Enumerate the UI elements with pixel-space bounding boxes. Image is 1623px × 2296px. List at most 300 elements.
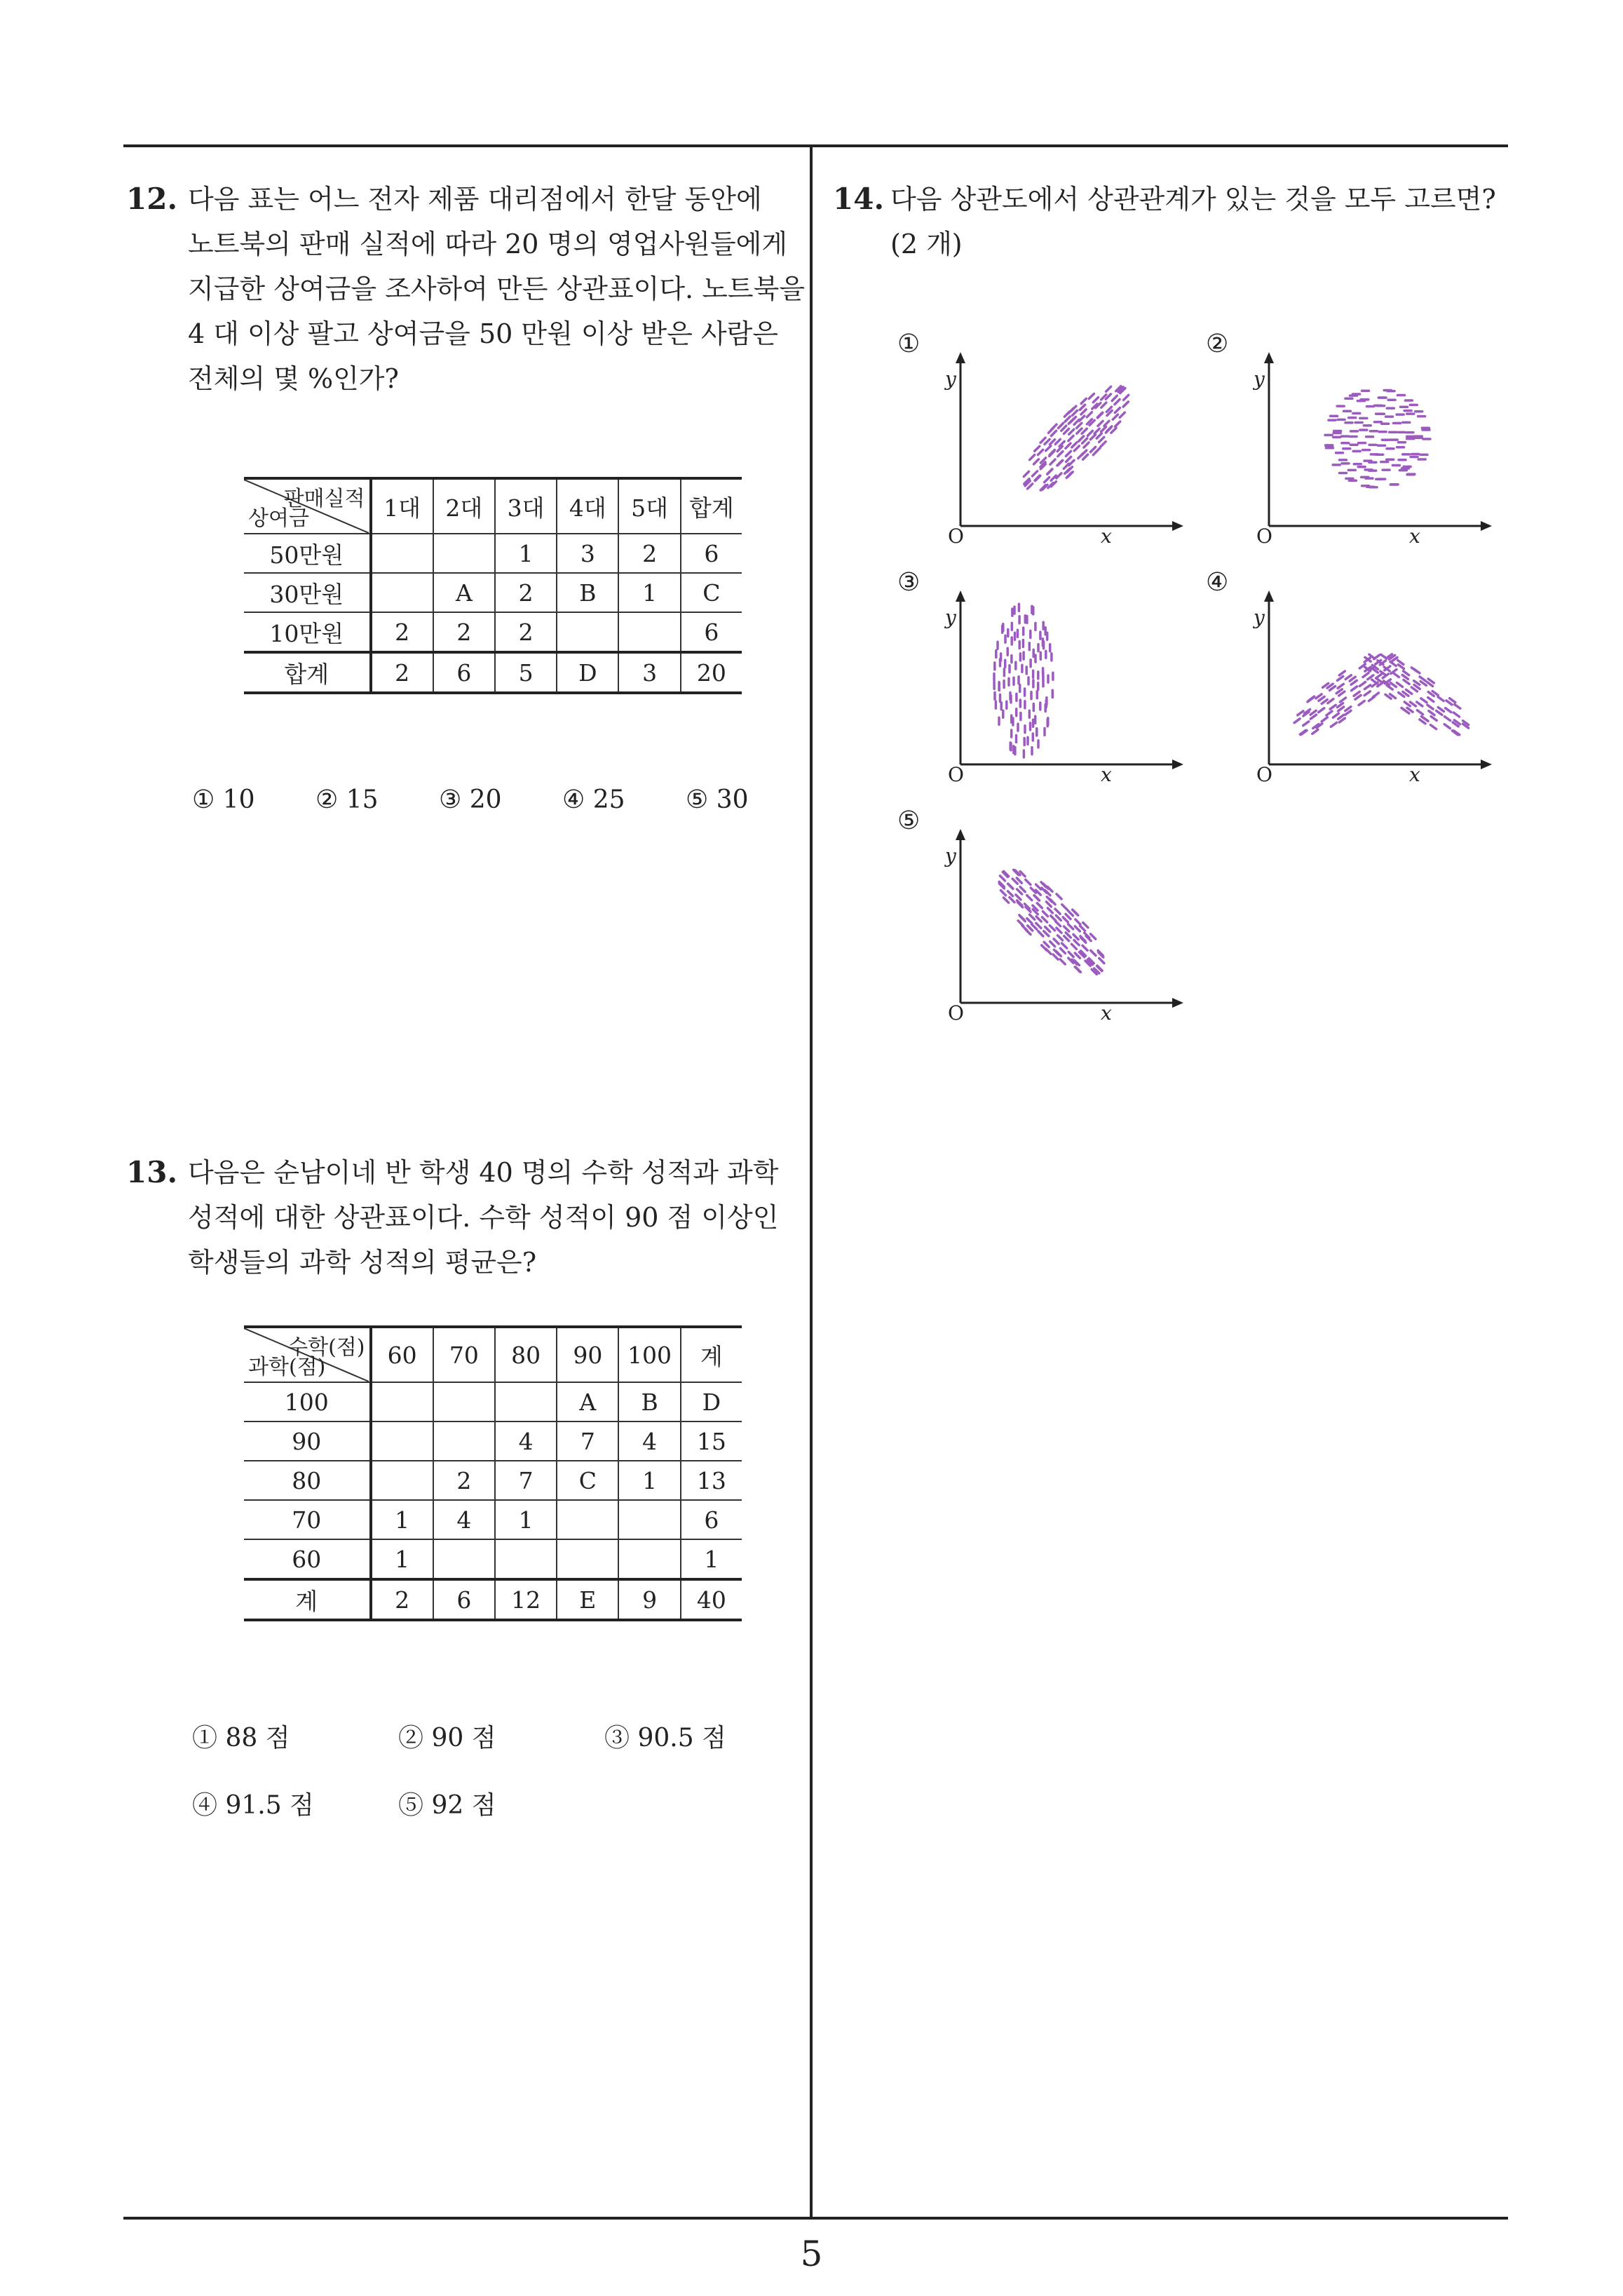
scatter-point bbox=[1101, 442, 1106, 447]
scatter-point bbox=[1069, 429, 1074, 434]
question-text-line: 다음 표는 어느 전자 제품 대리점에서 한달 동안에 bbox=[188, 184, 762, 215]
scatter-point bbox=[1326, 711, 1332, 715]
scatter-point bbox=[1065, 468, 1070, 473]
scatter-point bbox=[1038, 450, 1043, 454]
column-header: 70 bbox=[433, 1327, 495, 1382]
scatter-point bbox=[1068, 911, 1073, 916]
x-axis-label: x bbox=[1409, 763, 1420, 786]
scatter-point bbox=[1099, 958, 1104, 963]
scatter-point bbox=[1404, 680, 1409, 684]
table-row bbox=[244, 1539, 742, 1579]
y-axis-label: y bbox=[1254, 606, 1265, 629]
scatter-point bbox=[1087, 431, 1092, 435]
plot-label: ③ bbox=[897, 568, 921, 597]
scatter-point bbox=[1124, 395, 1129, 400]
question-text-line: (2 개) bbox=[890, 229, 963, 259]
table-cell bbox=[618, 612, 680, 652]
origin-label: O bbox=[948, 525, 964, 548]
table-cell: 2 bbox=[618, 534, 680, 573]
scatter-point bbox=[1044, 931, 1049, 936]
y-axis-arrow bbox=[1264, 352, 1274, 363]
scatter-point bbox=[1034, 459, 1039, 464]
table-cell bbox=[433, 1539, 495, 1579]
scatter-point bbox=[1091, 934, 1096, 939]
scatter-point bbox=[1061, 426, 1066, 431]
y-axis-label: y bbox=[945, 844, 956, 867]
question-text-line: 성적에 대한 상관표이다. 수학 성적이 90 점 이상인 bbox=[188, 1202, 779, 1233]
scatter-point bbox=[1390, 683, 1396, 687]
y-axis-arrow bbox=[956, 352, 965, 363]
table-cell: 1 bbox=[681, 1539, 742, 1579]
scatter-point bbox=[1044, 942, 1049, 947]
scatter-point bbox=[1113, 414, 1118, 419]
scatter-point bbox=[1057, 894, 1061, 899]
table-cell bbox=[371, 573, 433, 612]
scatter-point bbox=[1402, 675, 1408, 679]
scatter-point bbox=[1328, 699, 1333, 703]
scatter-point bbox=[1112, 396, 1117, 400]
scatter-point bbox=[1330, 705, 1336, 709]
scatter-point bbox=[1050, 440, 1054, 445]
scatter-point bbox=[1073, 410, 1078, 415]
scatter-point bbox=[1020, 887, 1025, 892]
scatter-point bbox=[1075, 919, 1080, 924]
table-cell bbox=[371, 1382, 433, 1422]
scatter-point bbox=[1428, 698, 1434, 702]
table-cell bbox=[618, 1539, 680, 1579]
scatter-point bbox=[1035, 446, 1040, 451]
scatter-point bbox=[1045, 439, 1050, 444]
column-header: 1대 bbox=[371, 478, 433, 534]
scatter-point bbox=[1008, 891, 1013, 896]
y-axis-label: y bbox=[1254, 367, 1265, 391]
scatter-point bbox=[1452, 731, 1458, 735]
correlation-table-12 bbox=[244, 477, 742, 694]
scatter-point bbox=[1038, 931, 1043, 936]
scatter-point bbox=[1345, 675, 1351, 680]
scatter-point bbox=[1046, 902, 1051, 907]
scatter-point bbox=[1351, 680, 1357, 684]
column-divider bbox=[810, 144, 813, 2220]
scatter-point bbox=[1080, 416, 1085, 421]
table-row bbox=[244, 573, 742, 612]
scatter-point bbox=[1045, 478, 1050, 482]
table-cell: 6 bbox=[681, 612, 742, 652]
scatter-point bbox=[1352, 687, 1357, 691]
scatter-axes bbox=[946, 351, 1185, 554]
scatter-point bbox=[1338, 684, 1343, 688]
scatter-point bbox=[1051, 916, 1056, 921]
table-cell: 2 bbox=[371, 612, 433, 652]
answer-choice[interactable]: ③ 20 bbox=[439, 785, 502, 814]
scatter-point bbox=[1073, 935, 1078, 940]
scatter-point bbox=[1035, 476, 1040, 481]
table-cell bbox=[433, 534, 495, 573]
table-cell: 7 bbox=[495, 1461, 557, 1500]
scatter-point bbox=[1050, 942, 1055, 947]
scatter-point bbox=[1054, 939, 1059, 944]
y-axis-arrow bbox=[956, 590, 965, 602]
scatter-point bbox=[1098, 421, 1103, 426]
table-corner-cell bbox=[244, 478, 371, 534]
question-text-line: 지급한 상여금을 조사하여 만든 상관표이다. 노트북을 bbox=[188, 274, 806, 304]
scatter-point bbox=[1091, 447, 1096, 452]
table-cell: 1 bbox=[371, 1539, 433, 1579]
scatter-point bbox=[1032, 924, 1037, 929]
scatter-point bbox=[1365, 685, 1371, 689]
table-cell: 4 bbox=[495, 1422, 557, 1461]
scatter-point bbox=[1056, 921, 1061, 926]
scatter-point bbox=[1030, 914, 1035, 919]
scatter-point bbox=[1115, 400, 1120, 405]
scatter-point bbox=[1083, 923, 1088, 928]
scatter-point bbox=[1294, 719, 1300, 723]
table-cell: A bbox=[557, 1382, 618, 1422]
table-total-row bbox=[244, 652, 742, 693]
scatter-point bbox=[1064, 936, 1069, 941]
scatter-point bbox=[1077, 423, 1082, 428]
x-axis-label: x bbox=[1409, 525, 1420, 548]
scatter-point bbox=[1069, 460, 1074, 465]
scatter-point bbox=[1077, 428, 1082, 433]
scatter-point bbox=[1115, 408, 1120, 413]
table-cell: 20 bbox=[681, 652, 742, 693]
column-header: 계 bbox=[681, 1327, 742, 1382]
scatter-point bbox=[1081, 398, 1086, 403]
table-cell bbox=[433, 1382, 495, 1422]
answer-choice[interactable]: ② 90 점 bbox=[398, 1724, 496, 1753]
scatter-point bbox=[1043, 912, 1048, 917]
table-cell: 40 bbox=[681, 1579, 742, 1620]
scatter-axes bbox=[1255, 351, 1493, 554]
scatter-point bbox=[1024, 471, 1028, 476]
origin-label: O bbox=[948, 763, 964, 786]
scatter-point bbox=[1431, 725, 1437, 729]
table-row bbox=[244, 1500, 742, 1539]
scatter-point bbox=[1090, 435, 1095, 440]
table-row bbox=[244, 1422, 742, 1461]
scatter-point bbox=[1406, 689, 1412, 694]
table-row bbox=[244, 1461, 742, 1500]
x-axis-arrow bbox=[1172, 998, 1183, 1008]
scatter-point bbox=[1035, 896, 1040, 900]
scatter-point bbox=[1390, 662, 1396, 666]
row-label: 100 bbox=[244, 1382, 371, 1422]
scatter-point bbox=[1059, 423, 1064, 428]
top-rule bbox=[123, 144, 1508, 147]
x-axis-label: x bbox=[1101, 763, 1112, 786]
scatter-point bbox=[1055, 439, 1060, 444]
scatter-point bbox=[1026, 879, 1031, 884]
scatter-point bbox=[1068, 952, 1073, 957]
scatter-point bbox=[1300, 730, 1305, 734]
row-label: 80 bbox=[244, 1461, 371, 1500]
scatter-point bbox=[1404, 671, 1409, 675]
scatter-point bbox=[1043, 884, 1048, 889]
x-axis-arrow bbox=[1172, 759, 1183, 769]
scatter-point bbox=[1058, 452, 1063, 457]
answer-choice[interactable]: ④ 25 bbox=[562, 785, 625, 814]
scatter-point bbox=[1045, 927, 1050, 932]
scatter-point bbox=[1372, 680, 1378, 684]
scatter-point bbox=[1101, 403, 1106, 407]
table-cell: D bbox=[557, 652, 618, 693]
column-axis-label: 수학(점) bbox=[287, 1335, 365, 1360]
scatter-point bbox=[1078, 453, 1083, 458]
question-text-line: 전체의 몇 %인가? bbox=[188, 363, 399, 394]
scatter-point bbox=[1082, 438, 1087, 443]
row-axis-label: 상여금 bbox=[248, 506, 309, 531]
table-cell: 1 bbox=[495, 534, 557, 573]
table-cell: 2 bbox=[433, 1461, 495, 1500]
scatter-point bbox=[1068, 924, 1073, 929]
scatter-point bbox=[1003, 872, 1007, 877]
scatter-point bbox=[1060, 948, 1065, 953]
correlation-table-13 bbox=[244, 1325, 742, 1621]
scatter-point bbox=[1051, 431, 1056, 435]
scatter-point bbox=[1018, 921, 1023, 926]
scatter-point bbox=[1000, 876, 1005, 881]
scatter-point bbox=[1060, 959, 1065, 964]
table-cell: 9 bbox=[618, 1579, 680, 1620]
scatter-point bbox=[1026, 930, 1031, 935]
scatter-point bbox=[1093, 450, 1098, 455]
y-axis-arrow bbox=[1264, 590, 1274, 602]
column-header: 100 bbox=[618, 1327, 680, 1382]
table-cell bbox=[557, 612, 618, 652]
scatter-point bbox=[1091, 950, 1096, 955]
table-cell: B bbox=[618, 1382, 680, 1422]
table-cell: 1 bbox=[618, 1461, 680, 1500]
scatter-point bbox=[1427, 705, 1433, 709]
scatter-point bbox=[1322, 700, 1327, 704]
answer-choice[interactable]: ⑤ 92 점 bbox=[398, 1791, 496, 1820]
question-14 bbox=[833, 177, 1506, 266]
scatter-point bbox=[1099, 437, 1104, 442]
table-cell: 7 bbox=[557, 1422, 618, 1461]
scatter-point bbox=[1072, 443, 1077, 447]
origin-label: O bbox=[948, 1001, 964, 1025]
scatter-point bbox=[1027, 896, 1032, 900]
scatter-point bbox=[1319, 708, 1324, 713]
scatter-point bbox=[1298, 711, 1303, 715]
column-header: 80 bbox=[495, 1327, 557, 1382]
table-total-row bbox=[244, 1579, 742, 1620]
scatter-axes bbox=[946, 828, 1185, 1031]
scatter-point bbox=[1397, 683, 1403, 687]
table-cell: 2 bbox=[495, 573, 557, 612]
scatter-point bbox=[1322, 717, 1327, 722]
table-cell bbox=[557, 1500, 618, 1539]
scatter-point bbox=[1429, 711, 1434, 715]
scatter-point bbox=[1071, 944, 1076, 949]
table-corner-cell bbox=[244, 1327, 371, 1382]
table-cell: 4 bbox=[618, 1422, 680, 1461]
table-cell: C bbox=[557, 1461, 618, 1500]
answer-choice[interactable]: ⑤ 30 bbox=[686, 785, 749, 814]
x-axis-arrow bbox=[1481, 759, 1492, 769]
scatter-point bbox=[1074, 446, 1079, 451]
scatter-point bbox=[1101, 427, 1106, 432]
scatter-point bbox=[1074, 940, 1079, 945]
scatter-point bbox=[1417, 710, 1422, 715]
table-cell: 6 bbox=[681, 534, 742, 573]
scatter-point bbox=[1008, 884, 1013, 889]
table-cell: 1 bbox=[618, 573, 680, 612]
answer-choice[interactable]: ④ 91.5 점 bbox=[192, 1791, 314, 1820]
scatter-point bbox=[1445, 717, 1451, 721]
scatter-point bbox=[1453, 713, 1459, 717]
scatter-point bbox=[1066, 451, 1071, 456]
scatter-point bbox=[1455, 704, 1460, 708]
row-axis-label: 과학(점) bbox=[248, 1355, 326, 1379]
question-text-line: 학생들의 과학 성적의 평균은? bbox=[188, 1247, 537, 1278]
table-cell: B bbox=[557, 573, 618, 612]
scatter-point bbox=[1444, 724, 1450, 729]
scatter-point bbox=[1053, 954, 1058, 959]
scatter-point bbox=[1446, 701, 1452, 705]
table-cell: D bbox=[681, 1382, 742, 1422]
scatter-point bbox=[1333, 713, 1338, 717]
column-header: 5대 bbox=[618, 478, 680, 534]
plot-label: ④ bbox=[1206, 568, 1229, 597]
scatter-point bbox=[1073, 910, 1078, 914]
scatter-point bbox=[1040, 438, 1045, 443]
row-label: 50만원 bbox=[244, 534, 371, 573]
table-cell bbox=[495, 1382, 557, 1422]
scatter-point bbox=[1339, 671, 1345, 675]
scatter-point bbox=[1093, 398, 1098, 403]
scatter-point bbox=[1036, 884, 1041, 889]
scatter-point bbox=[1111, 428, 1116, 433]
scatter-point bbox=[1363, 673, 1369, 677]
table-cell: 2 bbox=[495, 612, 557, 652]
table-cell: 6 bbox=[433, 1579, 495, 1620]
bottom-rule bbox=[123, 2217, 1508, 2220]
row-label: 합계 bbox=[244, 652, 371, 693]
column-header: 90 bbox=[557, 1327, 618, 1382]
scatter-point bbox=[1331, 722, 1336, 727]
row-label: 10만원 bbox=[244, 612, 371, 652]
origin-label: O bbox=[1256, 525, 1272, 548]
answer-choice[interactable]: ① 10 bbox=[192, 785, 255, 814]
table-cell bbox=[495, 1539, 557, 1579]
answer-choice[interactable]: ③ 90.5 점 bbox=[604, 1724, 726, 1753]
question-13 bbox=[126, 1150, 799, 1285]
column-header: 60 bbox=[371, 1327, 433, 1382]
scatter-point bbox=[1319, 696, 1324, 701]
x-axis-label: x bbox=[1101, 525, 1112, 548]
scatter-point bbox=[1049, 428, 1054, 433]
scatter-point bbox=[1065, 417, 1070, 421]
table-cell bbox=[618, 1500, 680, 1539]
scatter-point bbox=[1062, 943, 1067, 948]
scatter-point bbox=[1047, 908, 1052, 913]
scatter-point bbox=[1393, 673, 1399, 677]
scatter-point bbox=[1079, 436, 1084, 441]
scatter-point bbox=[1036, 923, 1041, 928]
scatter-point bbox=[1068, 436, 1073, 441]
table-row bbox=[244, 612, 742, 652]
scatter-point bbox=[1027, 919, 1032, 924]
x-axis-arrow bbox=[1481, 521, 1492, 531]
scatter-point bbox=[1446, 708, 1451, 713]
scatter-point bbox=[1051, 475, 1056, 480]
scatter-point bbox=[1055, 909, 1060, 914]
scatter-point bbox=[1086, 936, 1091, 941]
answer-choice[interactable]: ① 88 점 bbox=[192, 1724, 290, 1753]
scatter-axes bbox=[1255, 589, 1493, 792]
question-number: 12. bbox=[126, 182, 178, 216]
scatter-point bbox=[1028, 484, 1033, 489]
table-cell: 2 bbox=[371, 652, 433, 693]
scatter-point bbox=[1040, 485, 1045, 490]
table-cell: 4 bbox=[433, 1500, 495, 1539]
scatter-point bbox=[1075, 926, 1080, 931]
table-cell: C bbox=[681, 573, 742, 612]
column-header: 3대 bbox=[495, 478, 557, 534]
x-axis-arrow bbox=[1172, 521, 1183, 531]
table-cell: 1 bbox=[495, 1500, 557, 1539]
question-number: 14. bbox=[833, 182, 885, 216]
y-axis-label: y bbox=[945, 367, 956, 391]
table-cell bbox=[371, 534, 433, 573]
scatter-point bbox=[1115, 421, 1120, 426]
scatter-point bbox=[1309, 696, 1315, 701]
scatter-point bbox=[1046, 446, 1051, 451]
table-cell: 12 bbox=[495, 1579, 557, 1620]
scatter-axes bbox=[946, 589, 1185, 792]
table-cell: E bbox=[557, 1579, 618, 1620]
scatter-point bbox=[1338, 676, 1343, 680]
scatter-point bbox=[1030, 455, 1035, 460]
scatter-point bbox=[1081, 410, 1086, 414]
scatter-point bbox=[1016, 895, 1021, 900]
table-row bbox=[244, 534, 742, 573]
table-cell: 2 bbox=[433, 612, 495, 652]
scatter-point bbox=[1019, 915, 1024, 920]
answer-choice[interactable]: ② 15 bbox=[315, 785, 379, 814]
x-axis-label: x bbox=[1101, 1001, 1112, 1025]
scatter-point bbox=[1303, 722, 1309, 726]
scatter-point bbox=[1369, 697, 1375, 701]
scatter-point bbox=[1421, 698, 1427, 703]
column-header: 합계 bbox=[681, 478, 742, 534]
scatter-point bbox=[1316, 694, 1322, 698]
row-label: 90 bbox=[244, 1422, 371, 1461]
scatter-point bbox=[1350, 677, 1355, 681]
question-text-line: 4 대 이상 팔고 상여금을 50 만원 이상 받은 사람은 bbox=[188, 318, 778, 349]
table-cell: A bbox=[433, 573, 495, 612]
question-number: 13. bbox=[126, 1155, 178, 1189]
scatter-point bbox=[1017, 889, 1022, 894]
scatter-point bbox=[1064, 428, 1069, 433]
scatter-point bbox=[1050, 926, 1054, 931]
plot-label: ① bbox=[897, 330, 921, 358]
scatter-point bbox=[1087, 412, 1092, 417]
scatter-point bbox=[1037, 903, 1042, 908]
table-cell: 3 bbox=[557, 534, 618, 573]
question-text-line: 다음은 순남이네 반 학생 40 명의 수학 성적과 과학 bbox=[188, 1157, 779, 1188]
y-axis-label: y bbox=[945, 606, 956, 629]
table-cell: 6 bbox=[681, 1500, 742, 1539]
scatter-point bbox=[1438, 708, 1444, 712]
question-12 bbox=[126, 177, 806, 401]
scatter-point bbox=[1359, 701, 1364, 705]
table-row bbox=[244, 1382, 742, 1422]
scatter-point bbox=[1080, 926, 1085, 931]
scatter-point bbox=[1050, 900, 1055, 905]
